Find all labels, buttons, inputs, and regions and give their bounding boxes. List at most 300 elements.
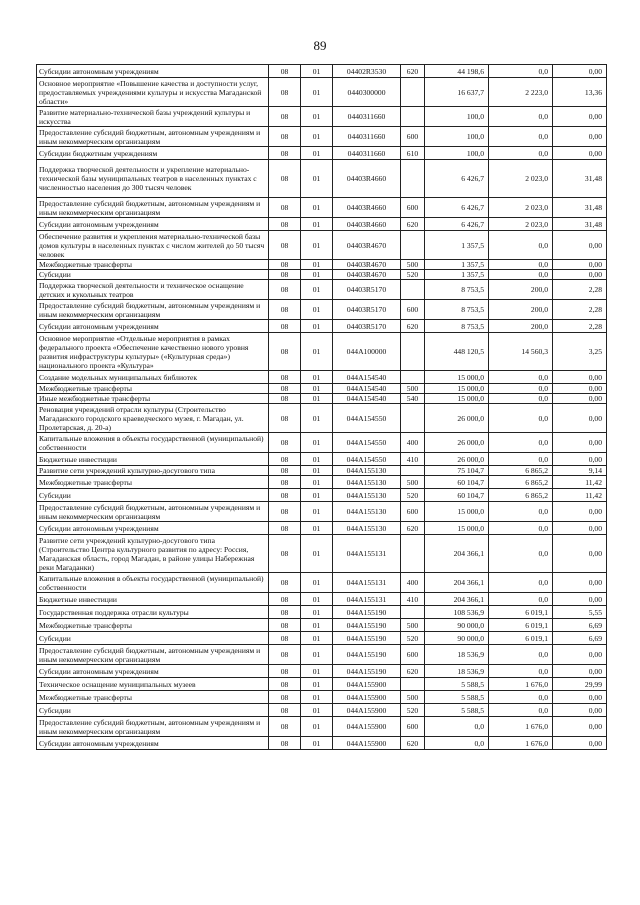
cell-csr: 04402R3530 <box>333 65 401 78</box>
cell-name: Иные межбюджетные трансферты <box>37 394 269 404</box>
cell-v3: 0,00 <box>553 691 607 704</box>
cell-rz: 08 <box>269 678 301 691</box>
cell-rz: 08 <box>269 476 301 489</box>
cell-pr: 01 <box>301 489 333 502</box>
cell-pr: 01 <box>301 535 333 573</box>
cell-pr: 01 <box>301 678 333 691</box>
cell-csr: 0440311660 <box>333 127 401 147</box>
cell-v3: 0,00 <box>553 573 607 593</box>
cell-v1: 5 588,5 <box>425 691 489 704</box>
cell-csr: 044A155130 <box>333 489 401 502</box>
cell-name: Предоставление субсидий бюджетным, автономным учреждениям и иным некоммерческим организациям <box>37 717 269 737</box>
cell-v3: 0,00 <box>553 371 607 384</box>
cell-v1: 18 536,9 <box>425 665 489 678</box>
cell-rz: 08 <box>269 691 301 704</box>
page-number: 89 <box>313 38 327 53</box>
table-row <box>37 300 607 320</box>
cell-v1: 100,0 <box>425 147 489 160</box>
table-row <box>37 231 607 260</box>
cell-rz: 08 <box>269 453 301 466</box>
cell-csr: 0440311660 <box>333 107 401 127</box>
cell-v3: 2,28 <box>553 300 607 320</box>
cell-name: Субсидии автономным учреждениям <box>37 65 269 78</box>
cell-vr: 620 <box>401 218 425 231</box>
cell-pr: 01 <box>301 433 333 453</box>
cell-rz: 08 <box>269 231 301 260</box>
cell-pr: 01 <box>301 593 333 606</box>
cell-v1: 0,0 <box>425 717 489 737</box>
cell-vr: 410 <box>401 593 425 606</box>
cell-csr: 04403R4670 <box>333 260 401 270</box>
cell-rz: 08 <box>269 535 301 573</box>
table-row <box>37 280 607 300</box>
cell-pr: 01 <box>301 270 333 280</box>
cell-name: Предоставление субсидий бюджетным, автономным учреждениям и иным некоммерческим организациям <box>37 645 269 665</box>
cell-v1: 5 588,5 <box>425 678 489 691</box>
cell-v1: 204 366,1 <box>425 593 489 606</box>
table-row <box>37 489 607 502</box>
table-row <box>37 632 607 645</box>
cell-csr: 044A154550 <box>333 404 401 433</box>
cell-v3: 0,00 <box>553 453 607 466</box>
cell-v1: 44 198,6 <box>425 65 489 78</box>
cell-vr: 620 <box>401 737 425 750</box>
cell-v2: 0,0 <box>489 127 553 147</box>
table-row <box>37 433 607 453</box>
cell-pr: 01 <box>301 78 333 107</box>
cell-rz: 08 <box>269 466 301 476</box>
cell-csr: 044A155900 <box>333 717 401 737</box>
cell-name: Предоставление субсидий бюджетным, автономным учреждениям и иным некоммерческим организациям <box>37 300 269 320</box>
cell-rz: 08 <box>269 717 301 737</box>
cell-v1: 6 426,7 <box>425 160 489 198</box>
cell-csr: 04403R5170 <box>333 320 401 333</box>
table-row <box>37 522 607 535</box>
cell-v2: 1 676,0 <box>489 678 553 691</box>
cell-v3: 0,00 <box>553 270 607 280</box>
table-row <box>37 394 607 404</box>
cell-vr <box>401 678 425 691</box>
cell-v2: 0,0 <box>489 573 553 593</box>
cell-v3: 0,00 <box>553 65 607 78</box>
cell-name: Межбюджетные трансферты <box>37 691 269 704</box>
cell-csr: 04403R4660 <box>333 160 401 198</box>
cell-v2: 0,0 <box>489 453 553 466</box>
table-row <box>37 593 607 606</box>
cell-pr: 01 <box>301 645 333 665</box>
cell-v2: 2 023,0 <box>489 198 553 218</box>
cell-pr: 01 <box>301 231 333 260</box>
cell-rz: 08 <box>269 280 301 300</box>
cell-v2: 0,0 <box>489 231 553 260</box>
table-row <box>37 160 607 198</box>
cell-name: Бюджетные инвестиции <box>37 593 269 606</box>
cell-v3: 0,00 <box>553 593 607 606</box>
cell-vr: 500 <box>401 260 425 270</box>
cell-name: Межбюджетные трансферты <box>37 384 269 394</box>
table-row <box>37 270 607 280</box>
cell-pr: 01 <box>301 280 333 300</box>
cell-v2: 6 019,1 <box>489 632 553 645</box>
table-row <box>37 371 607 384</box>
cell-rz: 08 <box>269 522 301 535</box>
cell-pr: 01 <box>301 394 333 404</box>
cell-vr <box>401 466 425 476</box>
cell-pr: 01 <box>301 260 333 270</box>
cell-v2: 0,0 <box>489 65 553 78</box>
cell-vr <box>401 107 425 127</box>
cell-pr: 01 <box>301 147 333 160</box>
cell-rz: 08 <box>269 384 301 394</box>
cell-csr: 044A155900 <box>333 704 401 717</box>
table-row <box>37 260 607 270</box>
cell-vr: 620 <box>401 522 425 535</box>
cell-v1: 15 000,0 <box>425 522 489 535</box>
cell-v2: 2 023,0 <box>489 218 553 231</box>
cell-v3: 9,14 <box>553 466 607 476</box>
cell-rz: 08 <box>269 371 301 384</box>
cell-v3: 0,00 <box>553 665 607 678</box>
table-row <box>37 453 607 466</box>
cell-rz: 08 <box>269 394 301 404</box>
cell-vr <box>401 404 425 433</box>
cell-name: Субсидии автономным учреждениям <box>37 522 269 535</box>
cell-csr: 044A155190 <box>333 632 401 645</box>
cell-v3: 0,00 <box>553 384 607 394</box>
cell-name: Субсидии автономным учреждениям <box>37 737 269 750</box>
cell-v2: 2 023,0 <box>489 160 553 198</box>
cell-v3: 6,69 <box>553 619 607 632</box>
cell-rz: 08 <box>269 593 301 606</box>
cell-csr: 044A155130 <box>333 522 401 535</box>
cell-v2: 0,0 <box>489 522 553 535</box>
table-row <box>37 704 607 717</box>
cell-rz: 08 <box>269 65 301 78</box>
cell-v2: 6 019,1 <box>489 606 553 619</box>
cell-v1: 448 120,5 <box>425 333 489 371</box>
cell-vr: 620 <box>401 65 425 78</box>
cell-v2: 0,0 <box>489 433 553 453</box>
cell-v3: 0,00 <box>553 535 607 573</box>
cell-rz: 08 <box>269 632 301 645</box>
table-row <box>37 466 607 476</box>
cell-name: Поддержка творческой деятельности и укрепление материально-технической базы муниципальных театров в населенных пунктах с численностью населения до 300 тысяч человек <box>37 160 269 198</box>
cell-vr: 410 <box>401 453 425 466</box>
cell-name: Предоставление субсидий бюджетным, автономным учреждениям и иным некоммерческим организациям <box>37 198 269 218</box>
table-row <box>37 502 607 522</box>
cell-pr: 01 <box>301 737 333 750</box>
cell-csr: 04403R5170 <box>333 300 401 320</box>
cell-name: Межбюджетные трансферты <box>37 619 269 632</box>
cell-vr <box>401 333 425 371</box>
cell-name: Субсидии автономным учреждениям <box>37 320 269 333</box>
cell-vr: 600 <box>401 645 425 665</box>
cell-csr: 044A155131 <box>333 573 401 593</box>
cell-pr: 01 <box>301 160 333 198</box>
cell-v3: 0,00 <box>553 717 607 737</box>
cell-v1: 1 357,5 <box>425 231 489 260</box>
table-row <box>37 619 607 632</box>
cell-v1: 15 000,0 <box>425 384 489 394</box>
cell-v3: 31,48 <box>553 218 607 231</box>
cell-v2: 0,0 <box>489 260 553 270</box>
cell-v1: 16 637,7 <box>425 78 489 107</box>
cell-v2: 0,0 <box>489 270 553 280</box>
cell-name: Субсидии <box>37 489 269 502</box>
cell-v3: 0,00 <box>553 147 607 160</box>
cell-name: Создание модельных муниципальных библиотек <box>37 371 269 384</box>
cell-v3: 13,36 <box>553 78 607 107</box>
cell-vr: 600 <box>401 127 425 147</box>
cell-vr: 500 <box>401 476 425 489</box>
cell-csr: 04403R4660 <box>333 198 401 218</box>
cell-v2: 1 676,0 <box>489 737 553 750</box>
cell-rz: 08 <box>269 704 301 717</box>
cell-vr <box>401 231 425 260</box>
cell-v1: 5 588,5 <box>425 704 489 717</box>
cell-csr: 04403R5170 <box>333 280 401 300</box>
cell-v3: 0,00 <box>553 737 607 750</box>
cell-rz: 08 <box>269 404 301 433</box>
cell-name: Основное мероприятие «Отдельные мероприятия в рамках федерального проекта «Обеспечение качественно нового уровня развития инфраструктуры культуры» («Культурная среда») национального проекта «Культура» <box>37 333 269 371</box>
cell-v3: 0,00 <box>553 704 607 717</box>
cell-v1: 108 536,9 <box>425 606 489 619</box>
cell-rz: 08 <box>269 433 301 453</box>
table-row <box>37 645 607 665</box>
table-row <box>37 606 607 619</box>
cell-pr: 01 <box>301 573 333 593</box>
cell-rz: 08 <box>269 606 301 619</box>
cell-v3: 0,00 <box>553 107 607 127</box>
cell-v1: 6 426,7 <box>425 198 489 218</box>
table-row <box>37 691 607 704</box>
cell-vr: 540 <box>401 394 425 404</box>
cell-v1: 15 000,0 <box>425 394 489 404</box>
cell-name: Развитие сети учреждений культурно-досугового типа <box>37 466 269 476</box>
cell-pr: 01 <box>301 333 333 371</box>
cell-pr: 01 <box>301 619 333 632</box>
cell-v3: 0,00 <box>553 522 607 535</box>
budget-table <box>36 64 607 750</box>
cell-v3: 5,55 <box>553 606 607 619</box>
cell-csr: 044A155900 <box>333 678 401 691</box>
cell-v2: 0,0 <box>489 371 553 384</box>
cell-v2: 2 223,0 <box>489 78 553 107</box>
cell-rz: 08 <box>269 300 301 320</box>
cell-v2: 200,0 <box>489 280 553 300</box>
cell-v2: 200,0 <box>489 320 553 333</box>
cell-v2: 0,0 <box>489 147 553 160</box>
cell-v1: 1 357,5 <box>425 270 489 280</box>
cell-vr: 400 <box>401 433 425 453</box>
cell-name: Субсидии <box>37 704 269 717</box>
cell-vr <box>401 371 425 384</box>
cell-pr: 01 <box>301 606 333 619</box>
cell-v2: 1 676,0 <box>489 717 553 737</box>
cell-vr: 500 <box>401 619 425 632</box>
cell-v3: 11,42 <box>553 476 607 489</box>
cell-v1: 6 426,7 <box>425 218 489 231</box>
cell-rz: 08 <box>269 573 301 593</box>
cell-v1: 100,0 <box>425 127 489 147</box>
cell-v2: 0,0 <box>489 404 553 433</box>
cell-pr: 01 <box>301 65 333 78</box>
cell-vr: 500 <box>401 691 425 704</box>
cell-name: Капитальные вложения в объекты государственной (муниципальной) собственности <box>37 433 269 453</box>
cell-v3: 0,00 <box>553 433 607 453</box>
cell-rz: 08 <box>269 218 301 231</box>
cell-v1: 90 000,0 <box>425 632 489 645</box>
cell-pr: 01 <box>301 632 333 645</box>
cell-v3: 0,00 <box>553 645 607 665</box>
cell-v2: 14 560,3 <box>489 333 553 371</box>
cell-pr: 01 <box>301 502 333 522</box>
table-row <box>37 198 607 218</box>
cell-v2: 0,0 <box>489 645 553 665</box>
table-row <box>37 218 607 231</box>
cell-csr: 04403R4670 <box>333 231 401 260</box>
cell-v2: 0,0 <box>489 593 553 606</box>
cell-v3: 6,69 <box>553 632 607 645</box>
cell-name: Предоставление субсидий бюджетным, автономным учреждениям и иным некоммерческим организациям <box>37 127 269 147</box>
cell-rz: 08 <box>269 260 301 270</box>
table-row <box>37 678 607 691</box>
cell-vr: 600 <box>401 717 425 737</box>
cell-v3: 29,99 <box>553 678 607 691</box>
cell-pr: 01 <box>301 218 333 231</box>
table-row <box>37 573 607 593</box>
cell-v2: 0,0 <box>489 535 553 573</box>
cell-v2: 0,0 <box>489 704 553 717</box>
cell-v1: 18 536,9 <box>425 645 489 665</box>
cell-rz: 08 <box>269 737 301 750</box>
cell-name: Развитие сети учреждений культурно-досугового типа (Строительство Центра культурного развития по адресу: Россия, Магаданская область, город Магадан, в районе улицы Набережная реки Магаданки) <box>37 535 269 573</box>
cell-v2: 200,0 <box>489 300 553 320</box>
cell-csr: 044A154540 <box>333 394 401 404</box>
cell-v3: 11,42 <box>553 489 607 502</box>
cell-pr: 01 <box>301 127 333 147</box>
cell-v2: 0,0 <box>489 107 553 127</box>
cell-name: Основное мероприятие «Повышение качества и доступности услуг, предоставляемых учреждениями культуры и искусства Магаданской области» <box>37 78 269 107</box>
table-row <box>37 333 607 371</box>
cell-pr: 01 <box>301 466 333 476</box>
cell-rz: 08 <box>269 127 301 147</box>
cell-v2: 0,0 <box>489 394 553 404</box>
cell-name: Техническое оснащение муниципальных музеев <box>37 678 269 691</box>
cell-vr <box>401 535 425 573</box>
cell-csr: 044A155900 <box>333 737 401 750</box>
cell-v2: 0,0 <box>489 502 553 522</box>
table-row <box>37 535 607 573</box>
cell-vr: 620 <box>401 320 425 333</box>
table-row <box>37 65 607 78</box>
cell-vr: 520 <box>401 704 425 717</box>
table-row <box>37 320 607 333</box>
cell-v3: 31,48 <box>553 160 607 198</box>
cell-vr <box>401 606 425 619</box>
cell-pr: 01 <box>301 320 333 333</box>
cell-v3: 0,00 <box>553 127 607 147</box>
cell-v2: 0,0 <box>489 691 553 704</box>
cell-v3: 2,28 <box>553 320 607 333</box>
cell-csr: 0440300000 <box>333 78 401 107</box>
cell-vr: 600 <box>401 198 425 218</box>
cell-csr: 04403R4670 <box>333 270 401 280</box>
cell-name: Субсидии бюджетным учреждениям <box>37 147 269 160</box>
cell-vr: 610 <box>401 147 425 160</box>
cell-v2: 0,0 <box>489 665 553 678</box>
cell-v1: 90 000,0 <box>425 619 489 632</box>
cell-csr: 044A155131 <box>333 535 401 573</box>
cell-csr: 044A154540 <box>333 384 401 394</box>
table-row <box>37 127 607 147</box>
cell-name: Бюджетные инвестиции <box>37 453 269 466</box>
cell-name: Реновация учреждений отрасли культуры (Строительство Магаданского городского краеведческого музея, г. Магадан, ул. Пролетарская, д. 20-а) <box>37 404 269 433</box>
cell-v2: 6 019,1 <box>489 619 553 632</box>
cell-name: Предоставление субсидий бюджетным, автономным учреждениям и иным некоммерческим организациям <box>37 502 269 522</box>
cell-pr: 01 <box>301 704 333 717</box>
table-row <box>37 384 607 394</box>
cell-rz: 08 <box>269 645 301 665</box>
cell-name: Развитие материально-технической базы учреждений культуры и искусства <box>37 107 269 127</box>
table-row <box>37 717 607 737</box>
table-row <box>37 404 607 433</box>
cell-vr <box>401 280 425 300</box>
cell-pr: 01 <box>301 107 333 127</box>
cell-vr: 520 <box>401 489 425 502</box>
cell-v3: 0,00 <box>553 231 607 260</box>
cell-pr: 01 <box>301 453 333 466</box>
cell-csr: 044A155900 <box>333 691 401 704</box>
cell-csr: 044A154550 <box>333 433 401 453</box>
cell-v2: 6 865,2 <box>489 489 553 502</box>
cell-vr: 520 <box>401 632 425 645</box>
cell-name: Государственная поддержка отрасли культуры <box>37 606 269 619</box>
cell-v1: 204 366,1 <box>425 535 489 573</box>
cell-csr: 044A155190 <box>333 665 401 678</box>
cell-rz: 08 <box>269 333 301 371</box>
cell-rz: 08 <box>269 107 301 127</box>
table-row <box>37 476 607 489</box>
cell-pr: 01 <box>301 717 333 737</box>
cell-v2: 0,0 <box>489 384 553 394</box>
cell-v1: 1 357,5 <box>425 260 489 270</box>
cell-pr: 01 <box>301 371 333 384</box>
cell-name: Субсидии <box>37 270 269 280</box>
cell-v3: 2,28 <box>553 280 607 300</box>
cell-v3: 0,00 <box>553 502 607 522</box>
cell-rz: 08 <box>269 619 301 632</box>
cell-rz: 08 <box>269 502 301 522</box>
cell-v1: 8 753,5 <box>425 320 489 333</box>
cell-name: Обеспечение развития и укрепления материально-технической базы домов культуры в населенных пунктах с числом жителей до 50 тысяч человек <box>37 231 269 260</box>
cell-vr: 620 <box>401 665 425 678</box>
table-row <box>37 78 607 107</box>
cell-vr: 600 <box>401 502 425 522</box>
cell-rz: 08 <box>269 160 301 198</box>
cell-v1: 26 000,0 <box>425 453 489 466</box>
cell-pr: 01 <box>301 384 333 394</box>
cell-v1: 204 366,1 <box>425 573 489 593</box>
cell-v1: 15 000,0 <box>425 371 489 384</box>
table-row <box>37 107 607 127</box>
cell-v3: 0,00 <box>553 394 607 404</box>
cell-csr: 044A155130 <box>333 466 401 476</box>
cell-csr: 044A155190 <box>333 619 401 632</box>
cell-rz: 08 <box>269 665 301 678</box>
cell-csr: 044A155130 <box>333 476 401 489</box>
cell-csr: 044A155130 <box>333 502 401 522</box>
